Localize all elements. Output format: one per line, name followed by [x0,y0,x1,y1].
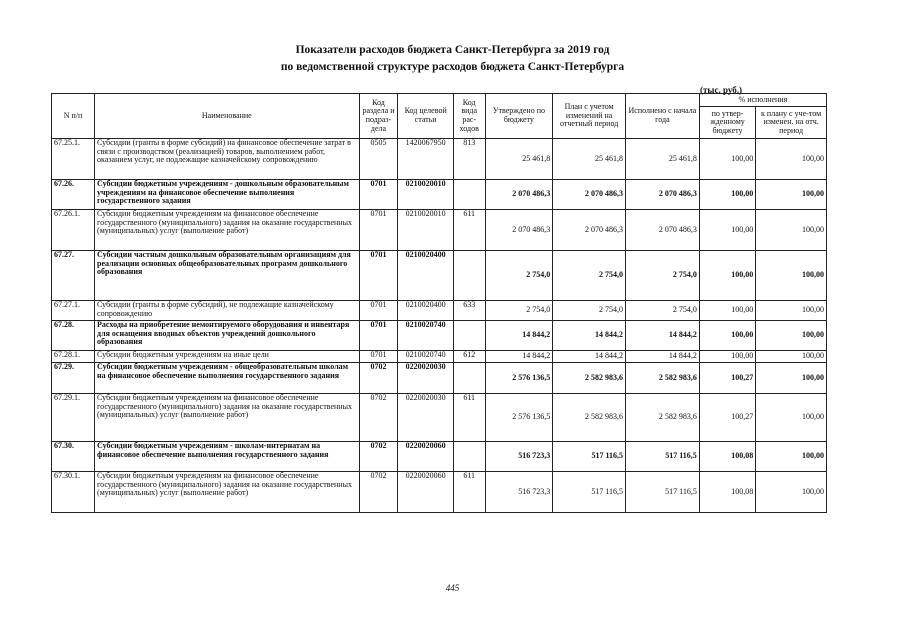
table-row [52,301,827,321]
row-approved: 516 723,3 [485,442,553,472]
document-subtitle: по ведомственной структуре расходов бюджета Санкт-Петербурга [280,61,625,73]
row-pct-plan: 100,00 [756,251,827,301]
row-plan: 2 070 486,3 [553,210,626,251]
row-executed: 517 116,5 [626,472,700,513]
row-pct-approved: 100,00 [699,139,755,180]
row-target-code: 0210020010 [398,210,453,251]
row-target-code: 0210020740 [398,321,453,351]
header-plan: План с учетом изменений на отчетный период [553,94,626,139]
row-pct-approved: 100,00 [699,210,755,251]
row-number: 67.29. [52,363,95,394]
page-number: 445 [445,583,460,593]
header-pct-group: % исполнения [699,94,826,107]
row-number: 67.26. [52,180,95,210]
row-executed: 2 070 486,3 [626,210,700,251]
row-kind-code [453,363,485,394]
header-section: Код раздела и подраз-дела [359,94,398,139]
row-pct-approved: 100,27 [699,394,755,442]
row-section-code: 0702 [359,394,398,442]
row-target-code: 0220020060 [398,472,453,513]
row-kind-code: 813 [453,139,485,180]
row-number: 67.27. [52,251,95,301]
row-name: Субсидии бюджетным учреждениям на финансовое обеспечение государственного (муниципального) задания на оказание государственных (муниципальных) услуг (выполнение работ) [95,210,359,251]
row-target-code: 0210020740 [398,351,453,363]
table-row [52,472,827,513]
table-row [52,351,827,363]
row-approved: 14 844,2 [485,351,553,363]
row-name: Субсидии бюджетным учреждениям - общеобразовательным школам на финансовое обеспечение выполнения государственного задания [95,363,359,394]
row-approved: 2 070 486,3 [485,210,553,251]
row-plan: 2 754,0 [553,301,626,321]
row-pct-plan: 100,00 [756,301,827,321]
row-approved: 2 576 136,5 [485,394,553,442]
row-approved: 2 070 486,3 [485,180,553,210]
header-executed: Исполнено с начала года [626,94,700,139]
row-executed: 2 070 486,3 [626,180,700,210]
row-kind-code: 633 [453,301,485,321]
row-target-code: 0220020030 [398,363,453,394]
row-approved: 14 844,2 [485,321,553,351]
row-pct-plan: 100,00 [756,139,827,180]
row-number: 67.27.1. [52,301,95,321]
header-name: Наименование [95,94,359,139]
row-executed: 14 844,2 [626,321,700,351]
row-plan: 2 582 983,6 [553,363,626,394]
row-section-code: 0505 [359,139,398,180]
row-section-code: 0701 [359,251,398,301]
row-plan: 14 844,2 [553,351,626,363]
row-kind-code: 611 [453,394,485,442]
row-name: Субсидии частным дошкольным образовательным организациям для реализации основных общеобразовательных программ дошкольного образования [95,251,359,301]
table-row [52,321,827,351]
row-target-code: 0210020400 [398,251,453,301]
row-pct-approved: 100,00 [699,301,755,321]
row-pct-approved: 100,00 [699,251,755,301]
row-kind-code [453,321,485,351]
row-number: 67.28. [52,321,95,351]
row-name: Субсидии бюджетным учреждениям на финансовое обеспечение государственного (муниципального) задания на оказание государственных (муниципальных) услуг (выполнение работ) [95,472,359,513]
row-pct-plan: 100,00 [756,180,827,210]
table-row [52,442,827,472]
budget-table [51,93,827,513]
table-row [52,251,827,301]
row-pct-approved: 100,08 [699,442,755,472]
row-pct-approved: 100,00 [699,351,755,363]
row-name: Расходы на приобретение немонтируемого оборудования и инвентаря для оснащения вводных объектов учреждений дошкольного образования [95,321,359,351]
row-number: 67.26.1. [52,210,95,251]
row-pct-plan: 100,00 [756,394,827,442]
row-target-code: 0210020010 [398,180,453,210]
row-plan: 14 844,2 [553,321,626,351]
row-pct-plan: 100,00 [756,351,827,363]
row-section-code: 0701 [359,351,398,363]
row-target-code: 0220020060 [398,442,453,472]
row-section-code: 0701 [359,180,398,210]
row-pct-approved: 100,00 [699,180,755,210]
row-plan: 2 070 486,3 [553,180,626,210]
row-executed: 2 582 983,6 [626,394,700,442]
row-approved: 2 754,0 [485,301,553,321]
row-plan: 25 461,8 [553,139,626,180]
row-pct-approved: 100,27 [699,363,755,394]
row-pct-plan: 100,00 [756,210,827,251]
row-executed: 2 582 983,6 [626,363,700,394]
row-section-code: 0701 [359,301,398,321]
header-kind: Код вида рас-ходов [453,94,485,139]
row-section-code: 0701 [359,210,398,251]
table-body [52,139,827,513]
row-pct-plan: 100,00 [756,442,827,472]
row-executed: 25 461,8 [626,139,700,180]
row-kind-code: 612 [453,351,485,363]
row-number: 67.29.1. [52,394,95,442]
header-pct-approved: по утвер-жденному бюджету [699,107,755,139]
row-target-code: 1420067950 [398,139,453,180]
row-approved: 25 461,8 [485,139,553,180]
row-name: Субсидии бюджетным учреждениям на иные цели [95,351,359,363]
row-section-code: 0702 [359,442,398,472]
row-pct-plan: 100,00 [756,321,827,351]
row-approved: 516 723,3 [485,472,553,513]
row-target-code: 0210020400 [398,301,453,321]
table-row [52,363,827,394]
table-row [52,180,827,210]
header-approved: Утверждено по бюджету [485,94,553,139]
table-row [52,394,827,442]
row-number: 67.28.1. [52,351,95,363]
row-section-code: 0701 [359,321,398,351]
units-label: (тыс. руб.) [700,85,742,95]
row-number: 67.25.1. [52,139,95,180]
row-approved: 2 576 136,5 [485,363,553,394]
header-target: Код целевой статьи [398,94,453,139]
row-pct-approved: 100,08 [699,472,755,513]
row-pct-plan: 100,00 [756,363,827,394]
row-approved: 2 754,0 [485,251,553,301]
row-number: 67.30. [52,442,95,472]
row-plan: 2 754,0 [553,251,626,301]
row-kind-code: 611 [453,210,485,251]
row-pct-approved: 100,00 [699,321,755,351]
header-pct-plan: к плану с уче-том изменен. на отч. период [756,107,827,139]
row-executed: 2 754,0 [626,301,700,321]
row-target-code: 0220020030 [398,394,453,442]
row-kind-code: 611 [453,472,485,513]
row-executed: 2 754,0 [626,251,700,301]
document-title: Показатели расходов бюджета Санкт-Петербурга за 2019 год [295,44,610,56]
row-executed: 14 844,2 [626,351,700,363]
table-row [52,139,827,180]
row-name: Субсидии (гранты в форме субсидий) на финансовое обеспечение затрат в связи с производством (реализацией) товаров, выполнением работ, оказанием услуг, не подлежащие казначейскому сопровождению [95,139,359,180]
row-section-code: 0702 [359,363,398,394]
header-num: N п/п [52,94,95,139]
row-name: Субсидии бюджетным учреждениям - дошкольным образовательным учреждениям на финансовое обеспечение выполнения государственного задания [95,180,359,210]
row-plan: 2 582 983,6 [553,394,626,442]
row-section-code: 0702 [359,472,398,513]
row-plan: 517 116,5 [553,442,626,472]
row-pct-plan: 100,00 [756,472,827,513]
row-kind-code [453,180,485,210]
row-name: Субсидии бюджетным учреждениям на финансовое обеспечение государственного (муниципального) задания на оказание государственных (муниципальных) услуг (выполнение работ) [95,394,359,442]
row-name: Субсидии бюджетным учреждениям - школам-интернатам на финансовое обеспечение выполнения государственного задания [95,442,359,472]
row-kind-code [453,442,485,472]
table-row [52,210,827,251]
row-number: 67.30.1. [52,472,95,513]
row-name: Субсидии (гранты в форме субсидий), не подлежащие казначейскому сопровождению [95,301,359,321]
row-plan: 517 116,5 [553,472,626,513]
row-kind-code [453,251,485,301]
row-executed: 517 116,5 [626,442,700,472]
